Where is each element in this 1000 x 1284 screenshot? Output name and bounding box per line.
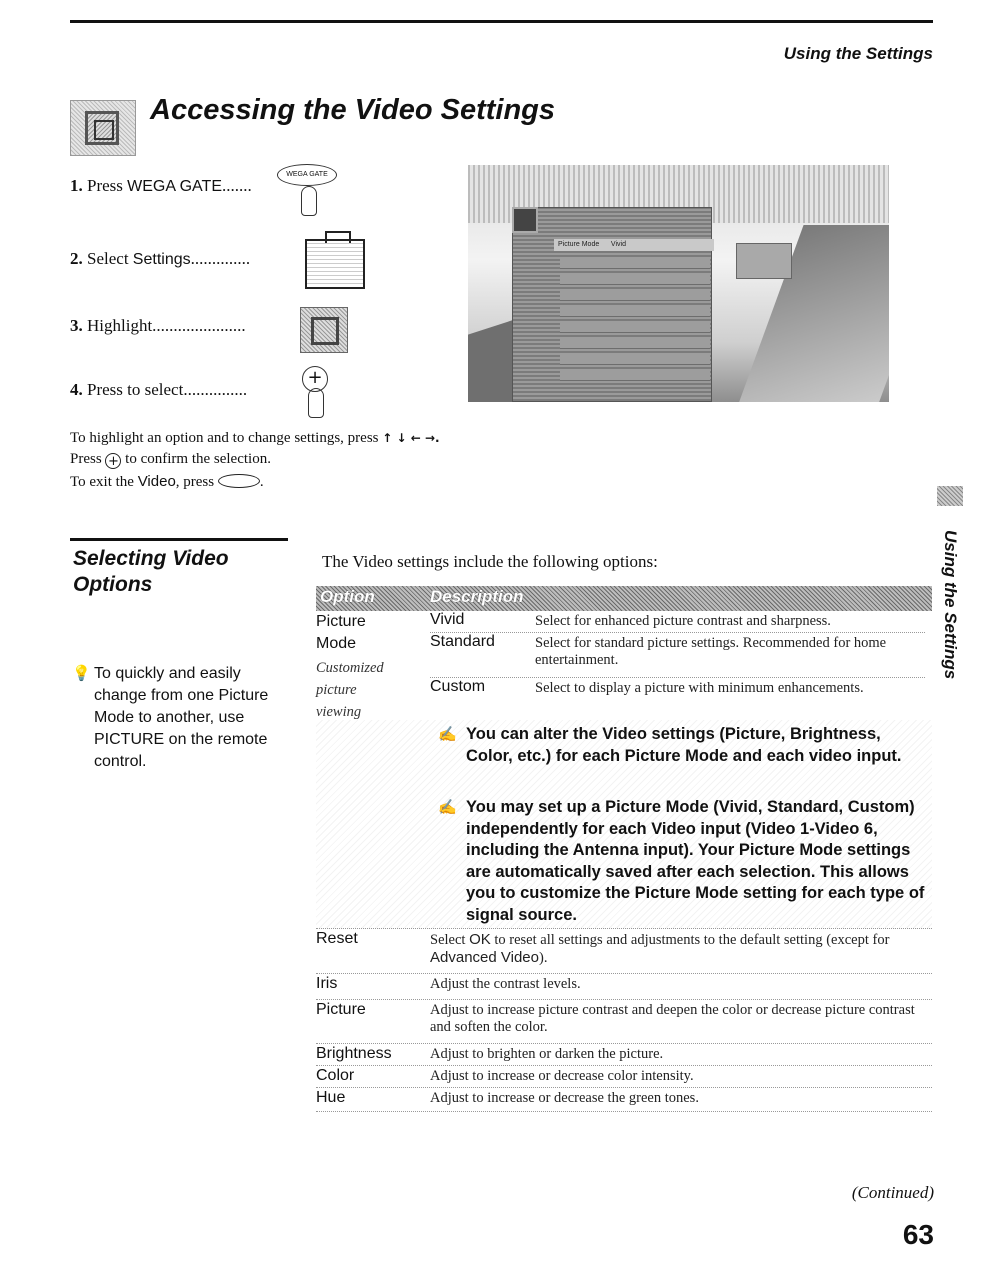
top-rule	[70, 20, 933, 23]
table-header: Option Description	[316, 586, 932, 611]
note-pen-icon: ✍	[438, 726, 457, 743]
settings-toolbox-icon	[305, 239, 365, 289]
options-table	[316, 586, 932, 1112]
table-row-iris: Iris Adjust the contrast levels.	[316, 974, 932, 1000]
table-row-color: Color Adjust to increase or decrease color intensity.	[316, 1066, 932, 1088]
picture-mode-vivid: Vivid Select for enhanced picture contrast and sharpness.	[430, 611, 925, 633]
video-icon	[512, 207, 538, 233]
nav-instruction-3: To exit the Video, press .	[70, 473, 264, 490]
note-2: ✍ You may set up a Picture Mode (Vivid, Standard, Custom) independently for each Video input (Video 1-Video 6, including the Antenna input). Your Picture Mode settings are automatically saved after each selection. This allows you to customize the Picture Mode setting for each type of signal source.	[438, 798, 925, 924]
page-title: Accessing the Video Settings	[150, 94, 556, 126]
table-row-reset: Reset Select OK to reset all settings and adjustments to the default setting (except for Advanced Video).	[316, 929, 932, 974]
step-1: 1. Press WEGA GATE.......	[70, 176, 252, 195]
picture-mode-row: Picture Mode Customized picture viewing Vivid Select for enhanced picture contrast and sharpness. Standard Select for standard picture settings. Recommended for home entertainment. Custom Select to display a picture with minimum enhancements.	[316, 611, 932, 745]
note-1: ✍ You can alter the Video settings (Picture, Brightness, Color, etc.) for each Picture Mode and each video input.	[438, 725, 902, 765]
video-icon	[300, 307, 348, 353]
section-rule	[70, 538, 288, 541]
table-row-brightness: Brightness Adjust to brighten or darken the picture.	[316, 1044, 932, 1066]
wega-gate-button-icon: WEGA GATE	[277, 164, 337, 186]
section-intro: The Video settings include the following options:	[322, 552, 658, 571]
picture-mode-custom: Custom Select to display a picture with minimum enhancements.	[430, 678, 864, 696]
lightbulb-icon: 💡	[72, 665, 91, 682]
table-row-picture: Picture Adjust to increase picture contrast and deepen the color or decrease picture contrast and soften the color.	[316, 1000, 932, 1044]
continued-note: (Continued)	[851, 1183, 934, 1202]
nav-instruction-2: Press + to confirm the selection.	[70, 451, 271, 469]
note-pen-icon: ✍	[438, 799, 457, 816]
section-title: Selecting Video Options	[73, 547, 229, 596]
picture-mode-standard: Standard Select for standard picture settings. Recommended for home entertainment.	[430, 633, 925, 678]
step-3: 3. Highlight......................	[70, 316, 246, 335]
nav-instruction-1: To highlight an option and to change settings, press ↑ ↓ ← →.	[70, 430, 440, 446]
side-tab-marker	[937, 486, 963, 506]
table-row-hue: Hue Adjust to increase or decrease the green tones.	[316, 1088, 932, 1112]
tv-menu-screenshot	[468, 165, 889, 402]
menu-picture-mode-row: Picture Mode Vivid	[554, 239, 714, 251]
notes-box	[316, 720, 932, 929]
page-number: 63	[902, 1219, 934, 1250]
running-head: Using the Settings	[783, 44, 933, 63]
video-settings-icon	[70, 100, 136, 156]
tip: 💡 To quickly and easily change from one Picture Mode to another, use PICTURE on the remote control.	[72, 665, 269, 770]
step-4: 4. Press to select...............	[70, 380, 248, 399]
wega-gate-oval-icon	[218, 474, 260, 488]
select-button-icon: +	[302, 366, 328, 392]
step-2: 2. Select Settings..............	[70, 249, 251, 268]
side-label: Using the Settings	[941, 530, 960, 680]
plus-button-icon: +	[105, 453, 121, 469]
